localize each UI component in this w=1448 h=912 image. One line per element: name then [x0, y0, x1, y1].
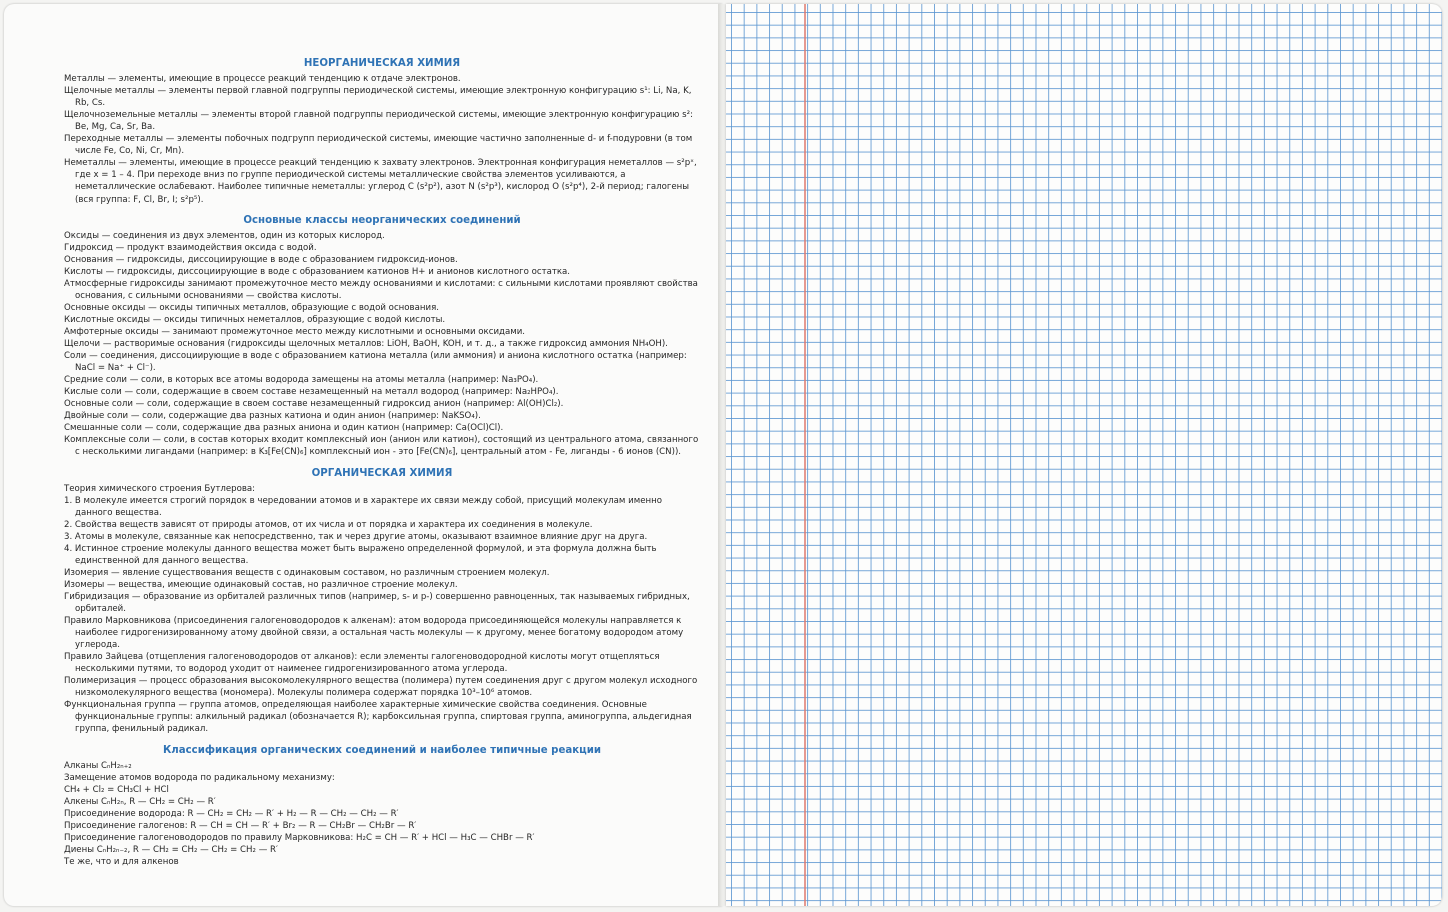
text-line: 2. Свойства веществ зависят от природы атомов, от их числа и от порядка и характера их соединения в молекуле.: [64, 519, 593, 530]
text-line: Изомерия — явление существования веществ с одинаковым составом, но различным строением молекул.: [64, 567, 550, 578]
text-line: Гидроксид — продукт взаимодействия оксида с водой.: [64, 242, 317, 253]
text-line: Основания — гидроксиды, диссоциирующие в воде с образованием гидроксид-ионов.: [64, 254, 458, 265]
text-line: Замещение атомов водорода по радикальному механизму:: [64, 772, 335, 783]
text-line: Присоединение водорода: R — CH₂ = CH₂ — R′ + H₂ — R — CH₂ — CH₂ — R′: [64, 808, 399, 819]
text-line: Основные соли — соли, содержащие в своем составе незамещенный гидроксид анион (например: Al(OH)Cl₂).: [64, 399, 564, 410]
text-line: Гибридизация — образование из орбиталей различных типов (например, s- и p-) совершенно равноценных, так называемых гибридных, орбиталей.: [64, 591, 690, 615]
margin-line: [804, 4, 806, 906]
text-line: Диены CₙH₂ₙ₋₂, R — CH₂ = CH₂ — CH₂ = CH₂ — R′: [64, 844, 278, 855]
text-line: Неметаллы — элементы, имеющие в процессе реакций тенденцию к захвату электронов. Электронная конфигурация неметаллов — s²pˣ, где x = 1 – 4. При переходе вниз по группе периодической системы металлические свойства элементов усиливаются, а неметаллические ослабевают. Наиболее типичные неметаллы: углерод C (s²p²), азот N (s²p³), кислород O (s²p⁴), 2-й период; галогены (вся группа: F, Cl, Br, I; s²p⁵).: [64, 158, 697, 205]
text-line: Двойные соли — соли, содержащие два разных катиона и один анион (например: NaKSO₄).: [64, 411, 481, 422]
text-line: Переходные металлы — элементы побочных подгрупп периодической системы, имеющие частично заполненные d- и f-подуровни (в том числе Fe, Co, Ni, Cr, Mn).: [64, 134, 693, 157]
text-line: Оксиды — соединения из двух элементов, один из которых кислород.: [64, 230, 385, 241]
text-line: 4. Истинное строение молекулы данного вещества может быть выражено определенной формулой, и эта формула должна быть единственной для данного вещества.: [64, 543, 657, 566]
text-line: Функциональная группа — группа атомов, определяющая наиболее характерные химические свойства соединения. Основные функциональные группы: алкильный радикал (обозначается R); карбоксильная группа, спиртовая группа, аминогруппа, альдегидная группа, фенильный радикал.: [64, 700, 692, 735]
text-line: Алканы CₙH₂ₙ₊₂: [64, 760, 132, 771]
text-line: Средние соли — соли, в которых все атомы водорода замещены на атомы металла (например: Na₃PO₄).: [64, 375, 539, 386]
text-line: 3. Атомы в молекуле, связанные как непосредственно, так и через другие атомы, оказывают взаимное влияние друг на друга.: [64, 531, 648, 542]
heading-classes: Основные классы неорганических соединений: [243, 214, 521, 226]
reference-text: [64, 58, 700, 868]
text-line: Полимеризация — процесс образования высокомолекулярного вещества (полимера) путем соединения друг с другом молекул исходного низкомолекулярного вещества (мономера). Молекулы полимера содержат порядка 10³–10⁶ атомов.: [64, 676, 698, 699]
text-line: CH₄ + Cl₂ = CH₃Cl + HCl: [64, 784, 169, 795]
text-line: Кислые соли — соли, содержащие в своем составе незамещенный на металл водород (например: Na₂HPO₄).: [64, 387, 559, 398]
text-line: Комплексные соли — соли, в состав которых входит комплексный ион (анион или катион), состоящий из центрального атома, связанного с несколькими лигандами (например: в K₃[Fe(CN)₆] комплексный ион - это [Fe(CN)₆], центральный атом - Fe, лиганды - 6 ионов (CN)).: [64, 435, 699, 458]
text-line: Те же, что и для алкенов: [64, 856, 179, 867]
text-line: Правило Зайцева (отщепления галогеноводородов от алканов): если элементы галогеноводородной кислоты могут отщепляться несколькими путями, то водород уходит от наименее гидрогенизированного атома углерода.: [64, 652, 660, 675]
text-line: Присоединение галогенов: R — CH = CH — R′ + Br₂ — R — CH₂Br — CH₂Br — R′: [64, 820, 417, 831]
text-line: Присоединение галогеноводородов по правилу Марковникова: H₂C = CH — R′ + HCl — H₃C — CHBr — R′: [64, 832, 535, 843]
heading-inorganic: НЕОРГАНИЧЕСКАЯ ХИМИЯ: [303, 58, 461, 69]
heading-organic: ОРГАНИЧЕСКАЯ ХИМИЯ: [311, 467, 453, 479]
text-line: Смешанные соли — соли, содержащие два разных аниона и один катион (например: Ca(OCl)Cl).: [64, 423, 504, 434]
text-line: Кислотные оксиды — оксиды типичных неметаллов, образующие с водой кислоты.: [64, 314, 446, 325]
cover-inner-page: [4, 4, 722, 906]
text-line: Теория химического строения Бутлерова:: [64, 483, 256, 494]
text-line: Соли — соединения, диссоциирующие в воде с образованием катиона металла (или аммония) и аниона кислотного остатка (например: NaCl = Na⁺ + Cl⁻).: [64, 351, 687, 374]
text-line: Основные оксиды — оксиды типичных металлов, образующие с водой основания.: [64, 302, 439, 313]
text-line: Металлы — элементы, имеющие в процессе реакций тенденцию к отдаче электронов.: [64, 74, 461, 85]
text-line: Изомеры — вещества, имеющие одинаковый состав, но различное строение молекул.: [64, 579, 458, 590]
text-line: Кислоты — гидроксиды, диссоциирующие в воде с образованием катионов H+ и анионов кислотного остатка.: [64, 266, 571, 277]
text-line: Щелочи — растворимые основания (гидроксиды щелочных металлов: LiOH, BaOH, KOH, и т. д., а также гидроксид аммония NH₄OH).: [64, 339, 668, 350]
text-line: Амфотерные оксиды — занимают промежуточное место между кислотными и основными оксидами.: [64, 326, 526, 337]
grid-page: [726, 4, 1442, 906]
heading-classification: Классификация органических соединений и наиболее типичные реакции: [162, 744, 601, 756]
text-line: Правило Марковникова (присоединения галогеноводородов к алкенам): атом водорода присоединяющейся молекулы направляется к наиболее гидрогенизированному атому двойной связи, а остальная часть молекулы — к другому, менее богатому водородом атому углерода.: [64, 616, 684, 651]
text-line: Щелочноземельные металлы — элементы второй главной подгруппы периодической системы, имеющие электронную конфигурацию s²: Be, Mg, Ca, Sr, Ba.: [64, 110, 693, 133]
text-line: Атмосферные гидроксиды занимают промежуточное место между основаниями и кислотами: с сильными кислотами проявляют свойства основания, с сильными основаниями — свойства кислоты.: [64, 278, 698, 301]
text-line: 1. В молекуле имеется строгий порядок в чередовании атомов и в характере их связи между собой, присущий молекулам именно данного вещества.: [64, 495, 662, 518]
text-line: Щелочные металлы — элементы первой главной подгруппы периодической системы, имеющие электронную конфигурацию s¹: Li, Na, K, Rb, Cs.: [64, 86, 692, 109]
text-line: Алкены CₙH₂ₙ, R — CH₂ = CH₂ — R′: [64, 796, 216, 807]
